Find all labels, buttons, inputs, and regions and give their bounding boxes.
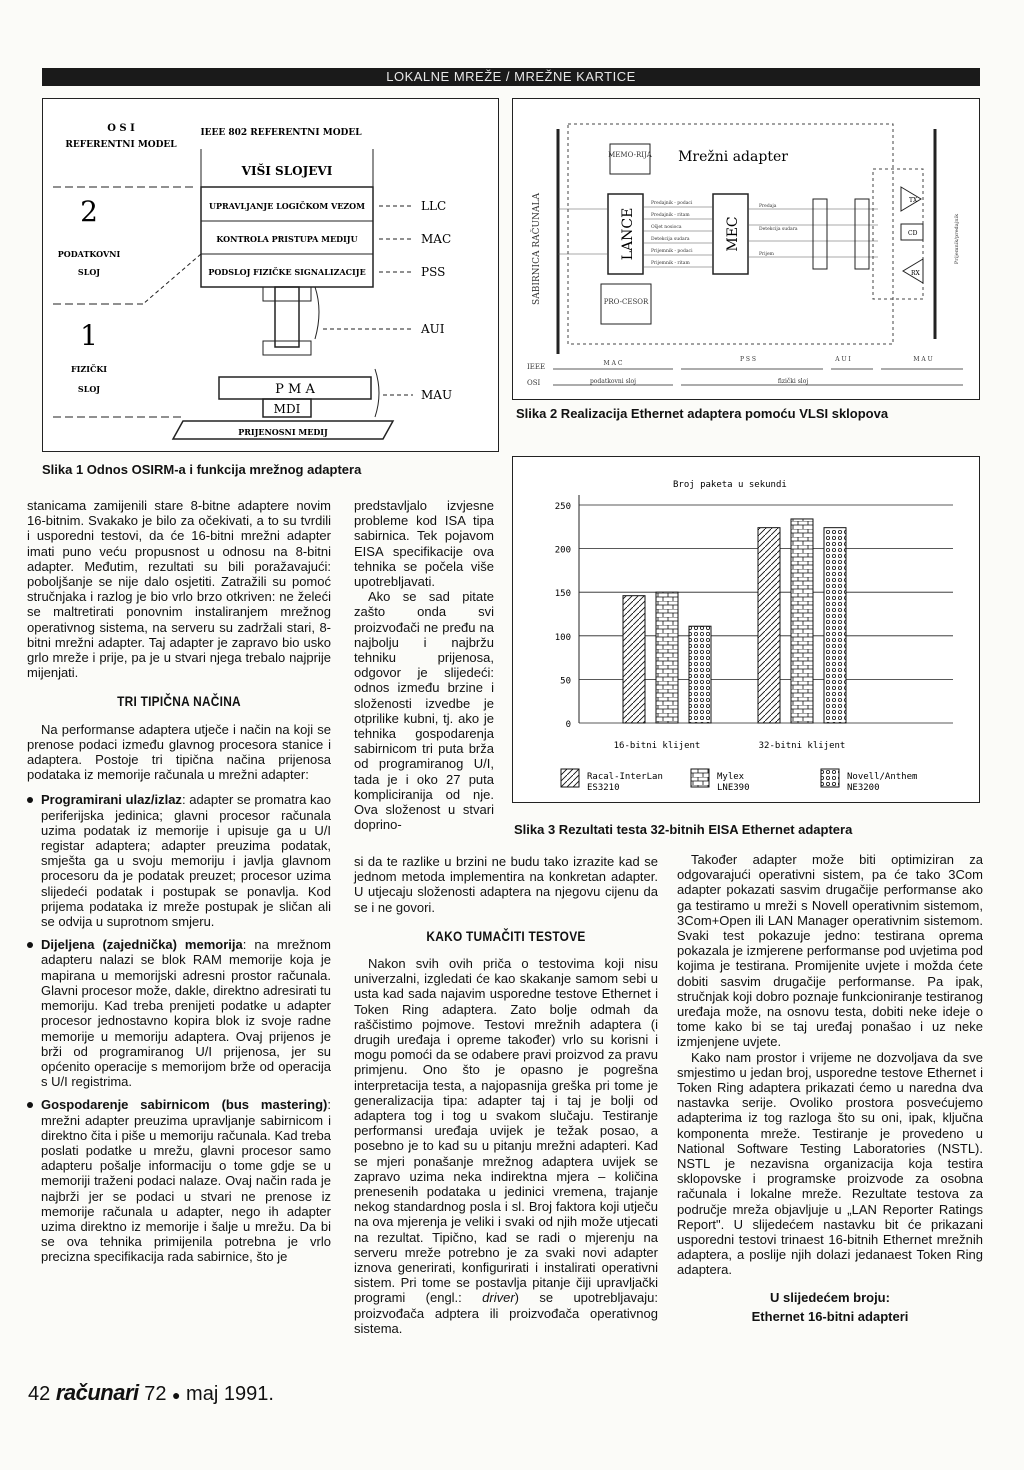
mau-label: MAU: [421, 388, 453, 402]
bar-1-2: [656, 592, 678, 723]
row-data-link: podatkovni sloj: [589, 378, 637, 385]
memory-label: MEMO-RIJA: [608, 151, 652, 159]
mac-box: KONTROLA PRISTUPA MEDIJU: [216, 234, 358, 244]
row-mau: M A U: [913, 356, 933, 363]
cpu-label: PRO-CESOR: [603, 298, 649, 306]
figure-2-caption: Slika 2 Realizacija Ethernet adaptera pomoću VLSI sklopova: [516, 406, 889, 421]
figure-1-diagram: [43, 99, 498, 451]
signal-5: Prijemnik - podaci: [651, 249, 693, 254]
bar-2-1: [758, 528, 780, 723]
row-pss: P S S: [739, 356, 757, 363]
cd-label: CD: [908, 230, 918, 237]
col2-paragraph-3-end: ) se upotrebljavaju: proizvođača adptera ili proizvođača operativnog sistema.: [354, 1290, 659, 1336]
legend-swatch: [561, 769, 579, 787]
osi-title: O S I: [107, 123, 135, 134]
bullet-icon: [27, 1102, 33, 1108]
col2-paragraph-3: [354, 956, 658, 1336]
bullet-icon: [27, 797, 33, 803]
bus-label: SABIRNICA RAČUNALA: [532, 193, 542, 305]
bar-1-1: [623, 596, 645, 723]
layer-1-name-1: FIZIČKI: [70, 364, 108, 374]
next-issue-label: U slijedećem broju:: [770, 1289, 890, 1305]
aui-label: AUI: [421, 322, 445, 336]
legend-label: ES3210: [587, 783, 620, 793]
layer-2-name-2: SLOJ: [77, 267, 101, 277]
issue-number: 72: [144, 1383, 167, 1405]
page-footer: [28, 1380, 274, 1406]
y-tick-label: 150: [554, 589, 571, 600]
category-label: 16-bitni klijent: [613, 741, 701, 751]
right-signal-3: Prijem: [759, 252, 774, 257]
mac-label: MAC: [421, 232, 452, 246]
column-2-bottom: [354, 854, 658, 1336]
signal-4: Detekcija sudara: [651, 237, 690, 242]
col2-paragraph-2b: si da te razlike u brzini ne budu tako izrazite kad se jednom metoda implementira na konkretan adapter. U utjecaju složenosti adaptera na njegovu cijenu da se i ne govori.: [354, 854, 658, 915]
page-number: 42: [28, 1383, 51, 1405]
method-text: : mrežni adapter preuzima upravljanje sabirnicom i direktno čita i piše u memoriju računala. Kad treba poslati podatke u mrežu, glavni procesor samo adapteru pošalje informaciju o tome gdje se u memoriji traženi podaci nalaze. Ovaj način rada je najbrži jer se podaci u stvari ne prenose iz memorije računala u adapter, nego ih adapter uzima direktno iz memorije i šalje u mrežu. Da bi se ova tehnika primijenila potrebna je vrlo precizna specifikacija rada sabirnice, što je: [41, 1097, 331, 1265]
heading-interpreting-tests: KAKO TUMAČITI TESTOVE: [426, 927, 586, 944]
signal-1: Predajnik - podaci: [651, 201, 693, 206]
legend-label: NE3200: [847, 783, 880, 793]
list-item: [27, 937, 331, 1089]
method-text: : na mrežnom adapteru nalazi se blok RAM memorije koja je mapirana u memorijski adresni prostor računala. Glavni procesor može, dakle, direktno adresirati tu memoriju. Kad treba prenijeti podatke u adapter procesor jednostavno kopira blok iz svoje radne memorije u memoriju adaptera. Ovaj prijenos je brži od programiranog U/I prijenosa, jer su općenito operacije s memorijom brže od operacija s U/I registrima.: [41, 937, 331, 1090]
ieee-row-label: IEEE: [527, 363, 546, 371]
category-label: 32-bitni klijent: [758, 741, 846, 751]
pma-label: P M A: [275, 382, 315, 397]
adapter-title: Mrežni adapter: [678, 149, 788, 165]
issue-date: maj 1991.: [186, 1383, 274, 1405]
y-tick-label: 100: [554, 632, 571, 643]
signal-6: Prijemnik - ritam: [651, 261, 690, 266]
method-text: : adapter se promatra kao periferijska jedinica; glavni procesor računala uzima podatak iz memorije i upisuje ga u U/I registar adaptera; adapter preuzima podatak, smješta ga u svoju memoriju i javlja glavnom procesoru da je podatak preuzet; procesor uzima slijedeći podatak i postupak se ponavlja. Kod prijema podataka iz mreže postupak je sličan ali se odvija u suprotnom smjeru.: [41, 792, 332, 930]
llc-box: UPRAVLJANJE LOGIČKOM VEZOM: [209, 201, 365, 211]
method-title: Gospodarenje sabirnicom (bus mastering): [41, 1097, 328, 1113]
column-3: [677, 852, 983, 1324]
figure-2-diagram: [513, 99, 979, 399]
y-tick-label: 200: [554, 545, 571, 556]
figure-3: [512, 456, 980, 803]
legend-label: Mylex: [717, 772, 745, 782]
osi-subtitle: REFERENTNI MODEL: [65, 140, 177, 150]
method-title: Programirani ulaz/izlaz: [41, 792, 182, 808]
col2-paragraph-3-text: Nakon svih ovih priča o testovima koji nisu univerzalni, izgledati će kao skakanje samom sebi u usta kad sada najavim usporedne testove Ethernet i Token Ring adaptera. Zato bolje odmah da raščistimo pojmove. Testovi mrežnih adaptera (i drugih uređaja i opreme također) vrlo su korisni i mogu pomoći da se odabere pravi proizvod za pravu primjenu. Ono što je opasno je pogrešna interpretacija testa, a najopasnija greška pri tome je generalizacija tipa: adapter taj i taj je bolji od adaptera tog i tog u svakom slučaju. Testiranje performansi uređaja uvijek je težak posao, a posebno je to kad su u pitanju mrežni adapteri. Kad se mjeri ponašanje mrežnog adaptera uvijek se zapravo uzima neka indirektna mjera – količina prenesenih podataka u jedinici vremena, trajanje nekog standardnog posla i sl. Broj faktora koji utječu na ova mjerenja je veliki i svaki od njih može utjecati na rezultat. Tipično, kad se radi o mjerenju na serveru mreže potrebno je za svaki novi adapter iznova generirati, konfigurirati i instalirati operativni sistem. Pri tome se postavlja pitanje čiji upravljački programi (engl.:: [354, 956, 658, 1306]
figure-3-caption: Slika 3 Rezultati testa 32-bitnih EISA Ethernet adaptera: [514, 822, 853, 837]
column-2-top: [354, 498, 494, 832]
bar-2-3: [824, 528, 846, 723]
y-tick-label: 0: [565, 720, 571, 730]
rx-label: RX: [911, 270, 920, 277]
method-title: Dijeljena (zajednička) memorija: [41, 937, 243, 953]
figure-3-chart: [513, 457, 979, 802]
column-1: [27, 498, 331, 1267]
figure-1-caption: Slika 1 Odnos OSIRM-a i funkcija mrežnog adaptera: [42, 462, 362, 477]
signal-2: Predajnik - ritam: [651, 213, 690, 218]
col2-paragraph-2a: Ako se sad pitate zašto onda svi proizvođači ne pređu na najbolju i najbržu tehniku prijenosa, odgovor je slijedeći: odnos između brzine i složenosti izvedbe je otprilike kubni, tj. ako je tehnika gospodarenja sabirnicom tri puta brža od programiranog U/I, tada je i oko 27 puta kompliciranija od nje. Ova složenost u stvari doprino-: [354, 589, 494, 833]
col1-paragraph-2: Na performanse adaptera utječe i način na koji se prenose podaci između glavnog procesora stanice i adaptera. Postoje tri tipična načina prijenosa podataka iz memorije računala u mrežni adapter:: [27, 721, 331, 783]
pss-box: PODSLOJ FIZIČKE SIGNALIZACIJE: [208, 267, 366, 277]
osi-row-label: OSI: [527, 379, 541, 387]
list-item: [27, 1097, 331, 1264]
next-issue-topic: Ethernet 16-bitni adapteri: [751, 1308, 909, 1324]
transmission-medium: PRIJENOSNI MEDIJ: [238, 427, 328, 437]
figure-2: [512, 98, 980, 400]
mdi-label: MDI: [273, 402, 301, 416]
row-physical: fizički sloj: [777, 378, 809, 385]
row-mac: M A C: [603, 360, 623, 367]
bar-2-2: [791, 519, 813, 723]
col1-paragraph-1: stanicama zamijenili stare 8-bitne adaptere novim 16-bitnim. Svakako je bilo za očekivati, a to su tvrdili i usporedni testovi, da će 16-bitni mrežni adapter imati puno veću propusnost u odnosu na 8-bitni adapter. Međutim, rezultati su bili poražavajući: poboljšanje se nije dalo osjetiti. Zatražili su pomoć stručnjaka i razlog je bio vrlo brzo otkriven: ne želeći se maltretirati ponovnim instaliranjem mrežnog operativnog sistema, na serveru su zadržali stari, 8-bitni mrežni adapter. Taj adapter je zapravo bio usko grlo mreže i prije, pa je u stvari njega trebalo najprije mijenjati.: [27, 498, 331, 681]
layer-2-name-1: PODATKOVNI: [57, 249, 121, 259]
row-aui: A U I: [835, 356, 851, 363]
ieee-title: IEEE 802 REFERENTNI MODEL: [200, 128, 362, 138]
right-signal-1: Predaja: [759, 204, 777, 209]
layer-1-number: 1: [80, 319, 98, 352]
bullet-icon: [27, 942, 33, 948]
legend-swatch: [821, 769, 839, 787]
figure-1: [42, 98, 499, 452]
bar-1-3: [689, 626, 711, 723]
col3-paragraph-1: Također adapter može biti optimiziran za odgovarajući operativni sistem, pa će tako 3Com adapter pokazati sasvim drugačije performanse ako ga testiramo u mreži s Novell operativnim sistemom, 3Com+Open ili LAN Manager operativnim sistemom. Svaki test pokazuje jedno: testirana oprema pokazala je izmjerene performanse pod uvjetima pod kojima je testirana. Promijenite uvjete i možda ćete dobiti sasvim drugačije performanse. Pa ipak, stručnjak koji dobro poznaje funkcioniranje testiranog uređaja može, na osnovu testa, dobiti neke ideje o tome kako bi se taj uređaj ponašao i uz neke izmjenjene uvjete.: [677, 852, 983, 1050]
heading-three-methods: TRI TIPIČNA NAČINA: [117, 693, 241, 710]
legend-swatch: [691, 769, 709, 787]
lance-chip: LANCE: [620, 207, 636, 261]
pss-label: PSS: [421, 265, 446, 279]
transfer-methods-list: [27, 792, 331, 1264]
list-item: [27, 792, 331, 929]
tx-label: TX: [909, 197, 918, 204]
bullet-icon: ●: [172, 1387, 181, 1403]
legend-label: LNE390: [717, 783, 750, 793]
layer-1-name-2: SLOJ: [77, 384, 101, 394]
col2-paragraph-1: predstavljalo izvjesne probleme kod ISA tipa sabirnica. Tek pojavom EISA specifikacije ova tehnika se počela više upotrebljavati.: [354, 498, 494, 590]
signal-3: Ošjet nosioca: [651, 225, 682, 230]
y-tick-label: 250: [554, 502, 571, 512]
llc-label: LLC: [421, 199, 447, 213]
magazine-logo: računari: [55, 1380, 139, 1405]
layer-2-number: 2: [80, 195, 98, 228]
driver-term: driver: [482, 1290, 515, 1306]
chart-title: Broj paketa u sekundi: [673, 480, 787, 490]
right-signal-2: Detekcija sudara: [759, 227, 798, 232]
section-header: LOKALNE MREŽE / MREŽNE KARTICE: [42, 68, 980, 86]
higher-layers: VIŠI SLOJEVI: [241, 164, 333, 178]
legend-label: Novell/Anthem: [847, 772, 918, 782]
transceiver-label: Prijemnik/predajnik: [954, 213, 960, 265]
col3-paragraph-2: Kako nam prostor i vrijeme ne dozvoljava da sve smjestimo u jedan broj, usporedne testove Ethernet i Token Ring adaptera prikazati ćemo u naredna dva nastavka serije. Ovoliko prostora posvećujemo adapterima iz tog razloga što su oni, ipak, ključna komponenta mreže. Testiranje je provedeno u National Software Testing Laboratories (NSTL). NSTL je nezavisna organizacija koja testira sklopovske i programske proizvode za osobna računala i lokalne mreže. Rezultate testova za područje mreža objavljuje u „LAN Reporter Ratings Report". U slijedećem nastavku bit će prikazani usporedni testovi trinaest 16-bitnih Ethernet mrežnih adaptera, a poslije njih dolazi jedanaest Token Ring adaptera.: [677, 1049, 983, 1278]
y-tick-label: 50: [560, 676, 571, 687]
legend-label: Racal-InterLan: [587, 772, 663, 782]
mec-chip: MEC: [725, 216, 741, 252]
